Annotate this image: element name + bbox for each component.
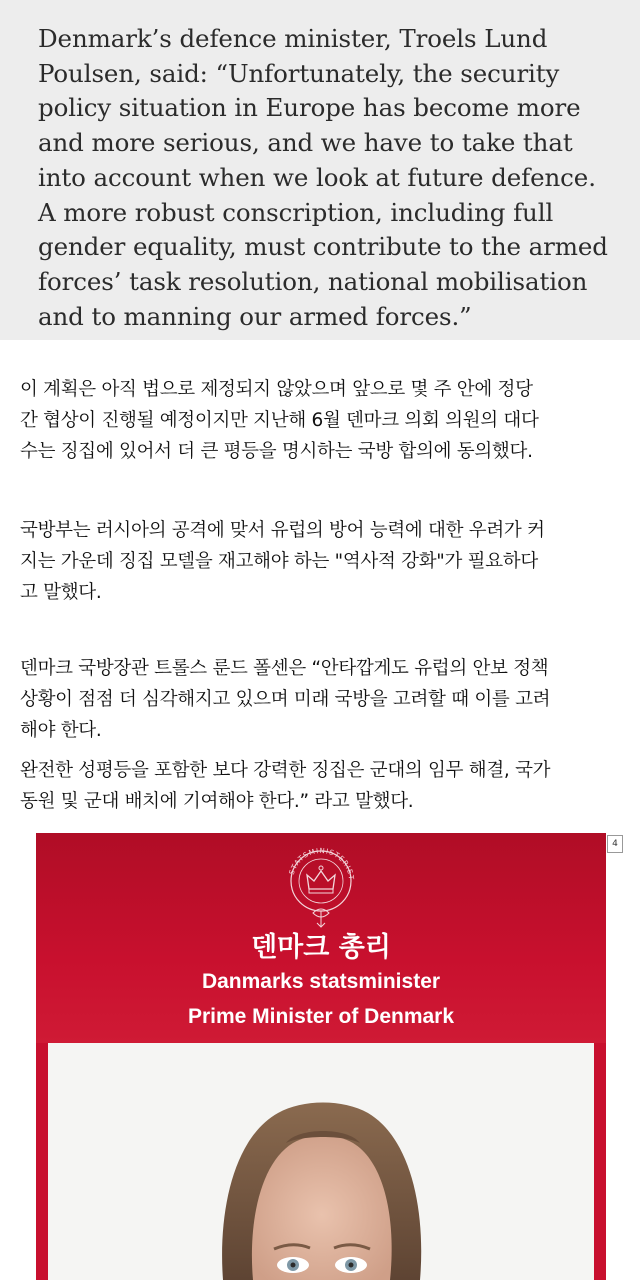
article-paragraph-3: 덴마크 국방장관 트롤스 룬드 폴센은 “안타깝게도 유럽의 안보 정책 상황이 점점 더 심각해지고 있으며 미래 국방을 고려할 때 이를 고려 해야 한다. [20, 658, 551, 741]
crown-seal-icon [283, 841, 359, 931]
image-number-badge: 4 [607, 835, 623, 853]
pm-card-header [36, 833, 606, 1043]
portrait-illustration [48, 1043, 594, 1280]
pm-title-english: Prime Minister of Denmark [187, 1005, 455, 1028]
pm-title-danish: Danmarks statsminister [201, 970, 441, 993]
prime-minister-image[interactable] [36, 833, 606, 1280]
article-paragraph-1: 이 계획은 아직 법으로 제정되지 않았으며 앞으로 몇 주 안에 정당 간 협상이 진행될 예정이지만 지난해 6월 덴마크 의회 의원의 대다 수는 징집에 있어서 더 큰 평등을 명시하는 국방 합의에 동의했다. [20, 379, 539, 462]
article-paragraph-4: 완전한 성평등을 포함한 보다 강력한 징집은 군대의 임무 해결, 국가 동원 및 군대 배치에 기여해야 한다.” 라고 말했다. [20, 760, 551, 812]
pm-title-korean: 덴마크 총리 [251, 932, 391, 963]
svg-text:STATSMINISTERIET: STATSMINISTERIET [287, 846, 356, 881]
quote-screenshot [0, 0, 640, 340]
portrait-photo [48, 1043, 594, 1280]
quote-text: Denmark’s defence minister, Troels Lund Poulsen, said: “Unfortunately, the security policy situation in Europe has become more and more serious, and we have to take that into account when we look at future defence. A more robust conscription, including full gender equality, must contribute to the armed forces’ task resolution, national mobilisation and to manning our armed forces.” [38, 24, 608, 331]
article-paragraph-2: 국방부는 러시아의 공격에 맞서 유럽의 방어 능력에 대한 우려가 커 지는 가운데 징집 모델을 재고해야 하는 "역사적 강화"가 필요하다 고 말했다. [20, 520, 545, 603]
